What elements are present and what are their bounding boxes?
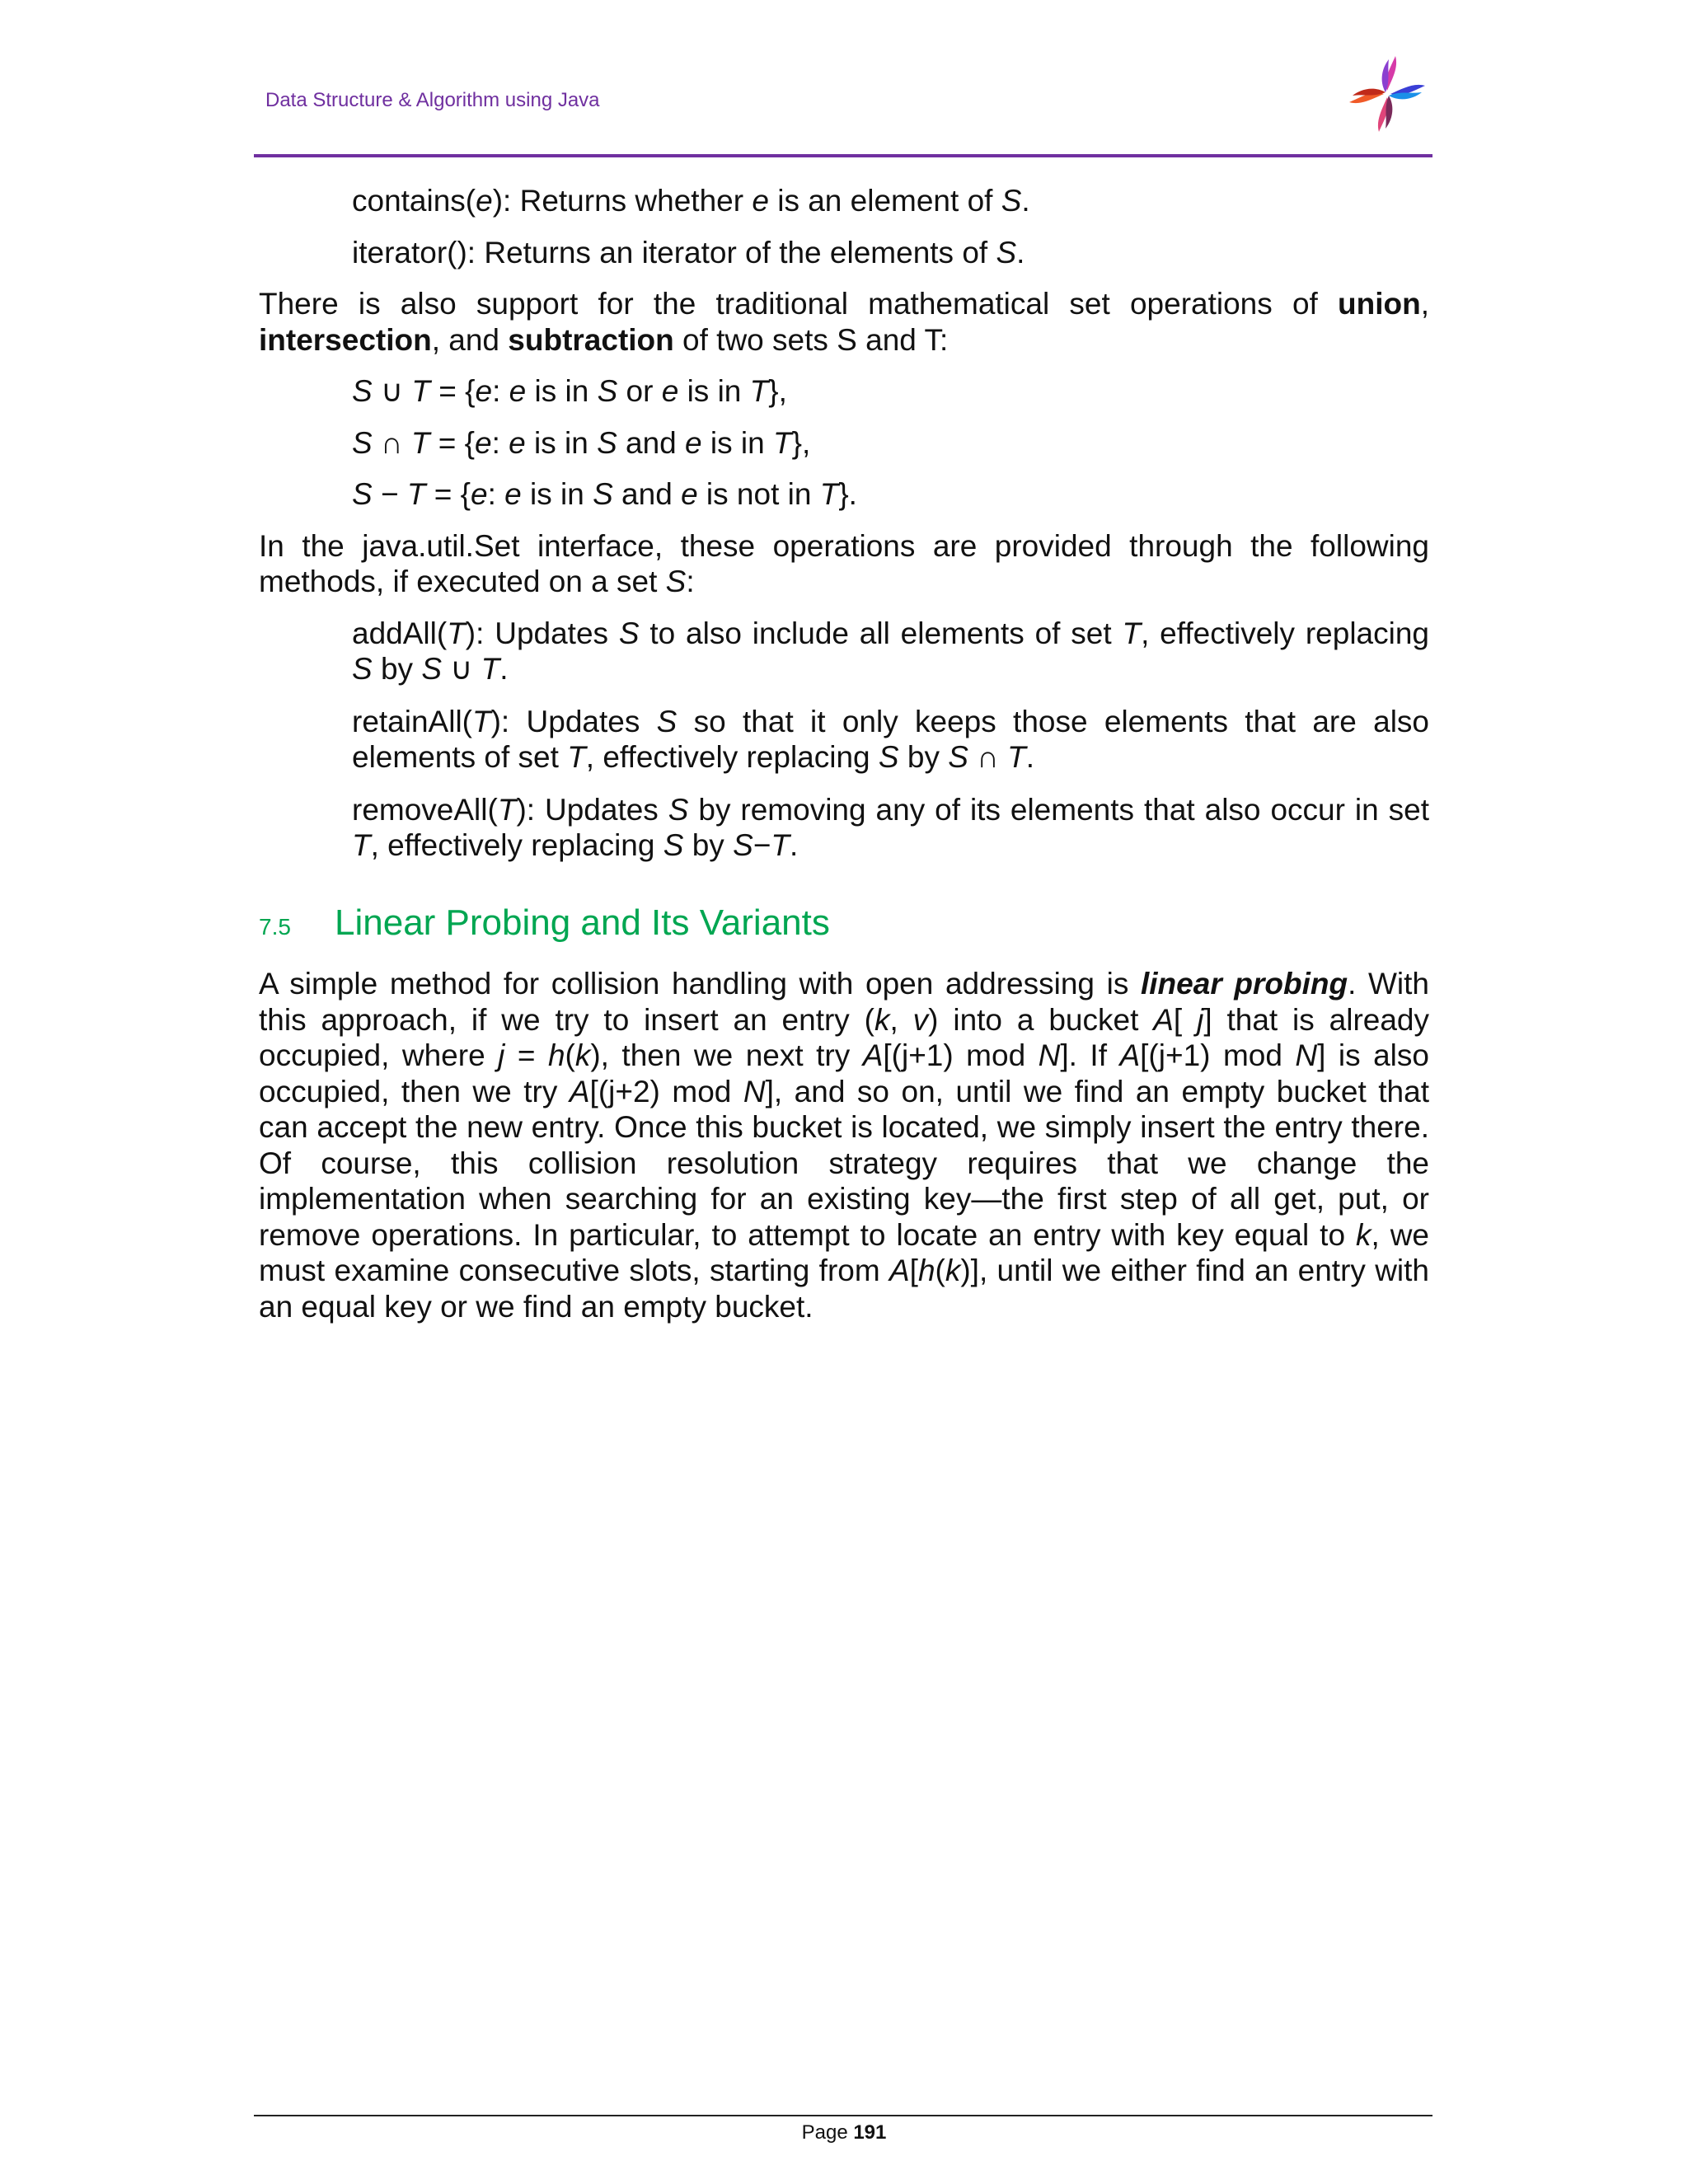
publisher-logo-icon [1342,53,1432,135]
section-title: Linear Probing and Its Variants [335,902,830,943]
retainall-method: retainAll(T): Updates S so that it only keeps those elements that are also elements of set T, effectively replacing S by S ∩ T. [352,704,1429,774]
footer-divider [254,2115,1432,2116]
section-number: 7.5 [259,913,291,940]
header-divider [254,154,1432,157]
iterator-method-line: iterator(): Returns an iterator of the elements of S. [352,235,1025,269]
contains-method-line: contains(e): Returns whether e is an element of S. [352,184,1030,218]
intersection-formula: S ∩ T = {e: e is in S and e is in T}, [352,425,811,460]
union-formula: S ∪ T = {e: e is in S or e is in T}, [352,374,787,408]
set-operations-intro: There is also support for the traditional mathematical set operations of union, intersection, and subtraction of two sets S and T: [259,287,1429,357]
linear-probing-paragraph: A simple method for collision handling with open addressing is linear probing. With this approach, if we try to insert an entry (k, v) into a bucket A[ j] that is already occupied, where j = h(k), then we next try A[(j+1) mod N]. If A[(j+1) mod N] is also occupied, then we try A[(j+2) mod N], and so on, until we find an empty bucket that can accept the new entry. Once this bucket is located, we simply insert the entry there. Of course, this collision resolution strategy requires that we change the implementation when searching for an existing key—the first step of all get, put, or remove operations. In particular, to attempt to locate an entry with key equal to k, we must examine consecutive slots, starting from A[h(k)], until we either find an entry with an equal key or we find an empty bucket. [259,967,1430,1324]
running-header-title: Data Structure & Algorithm using Java [265,89,600,111]
interface-intro: In the java.util.Set interface, these operations are provided through the following methods, if executed on a set S: [259,528,1429,598]
page-number: Page 191 [801,2121,887,2144]
subtraction-formula: S − T = {e: e is in S and e is not in T}. [352,477,857,511]
section-heading [259,902,1429,945]
page-body [259,183,1429,1324]
addall-method: addAll(T): Updates S to also include all elements of set T, effectively replacing S by S ∪ T. [352,616,1429,686]
removeall-method: removeAll(T): Updates S by removing any of its elements that also occur in set T, effectively replacing S by S−T. [352,792,1429,862]
